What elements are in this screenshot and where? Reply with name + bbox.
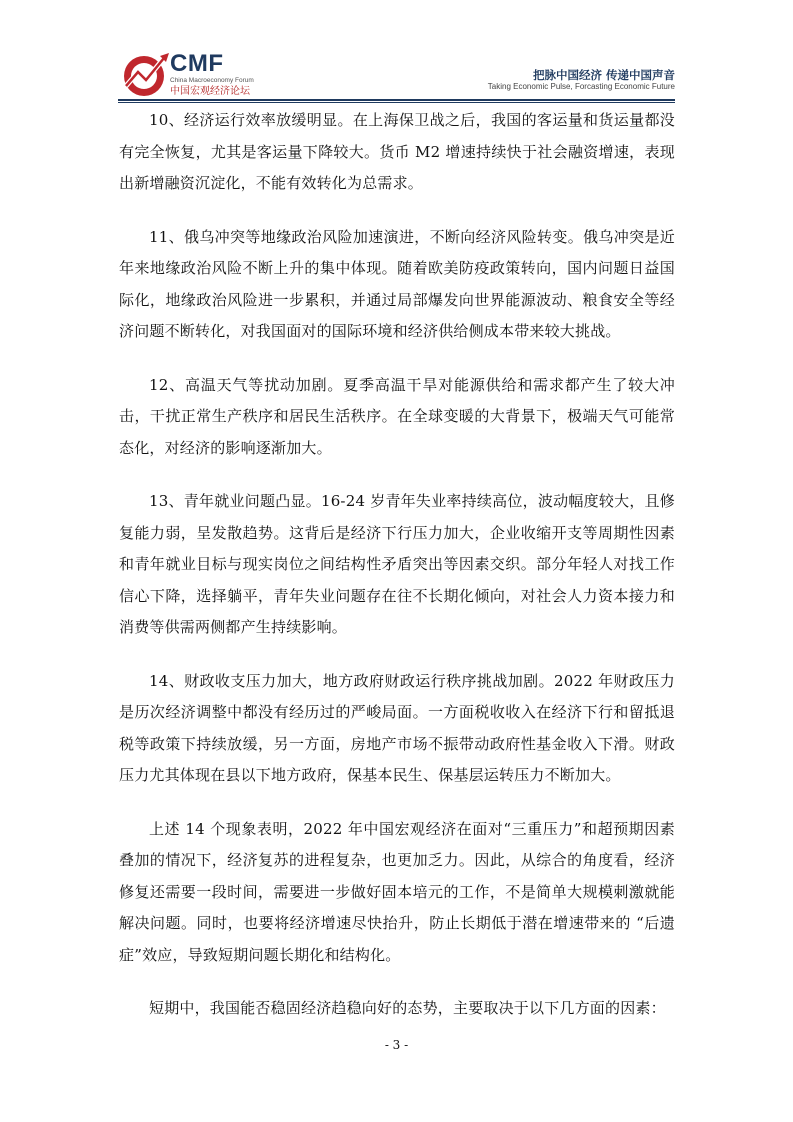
header-divider	[118, 99, 675, 101]
slogan-chinese: 把脉中国经济 传递中国声音	[532, 68, 675, 82]
page-header	[0, 0, 793, 104]
logo-abbreviation: CMF	[170, 50, 224, 77]
paragraph-11: 11、俄乌冲突等地缘政治风险加速演进，不断向经济风险转变。俄乌冲突是近年来地缘政治风险不断上升的集中体现。随着欧美防疫政策转向，国内问题日益国际化，地缘政治风险进一步累积，并通过局部爆发向世界能源波动、粮食安全等经济问题不断转化，对我国面对的国际环境和经济供给侧成本带来较大挑战。	[119, 227, 675, 340]
paragraph-12: 12、高温天气等扰动加剧。夏季高温干旱对能源供给和需求都产生了较大冲击，干扰正常生产秩序和居民生活秩序。在全球变暖的大背景下，极端天气可能常态化，对经济的影响逐渐加大。	[119, 375, 675, 457]
document-body	[119, 105, 675, 1047]
paragraph-summary: 上述 14 个现象表明，2022 年中国宏观经济在面对“三重压力”和超预期因素叠加的情况下，经济复苏的进程复杂，也更加乏力。因此，从综合的角度看，经济修复还需要一段时间，需要进一步做好固本培元的工作，不是简单大规模刺激就能解决问题。同时，也要将经济增速尽快抬升，防止长期低于潜在增速带来的 “后遗症”效应，导致短期问题长期化和结构化。	[119, 819, 675, 964]
header-divider-thin	[118, 102, 675, 103]
logo-english-name: China Macroeconomy Forum	[170, 77, 254, 84]
slogan-english: Taking Economic Pulse, Forcasting Economic Future	[487, 82, 675, 91]
paragraph-14: 14、财政收支压力加大，地方政府财政运行秩序挑战加剧。2022 年财政压力是历次经济调整中都没有经历过的严峻局面。一方面税收收入在经济下行和留抵退税等政策下持续放缓，另一方面，房地产市场不振带动政府性基金收入下滑。财政压力尤其体现在县以下地方政府，保基本民生、保基层运转压力不断加大。	[119, 671, 675, 784]
paragraph-13: 13、青年就业问题凸显。16-24 岁青年失业率持续高位，波动幅度较大，且修复能力弱，呈发散趋势。这背后是经济下行压力加大，企业收缩开支等周期性因素和青年就业目标与现实岗位之间结构性矛盾突出等因素交织。部分年轻人对找工作信心下降，选择躺平，青年失业问题存在往不长期化倾向，对社会人力资本接力和消费等供需两侧都产生持续影响。	[119, 492, 675, 636]
logo-chinese-name: 中国宏观经济论坛	[170, 86, 250, 97]
paragraph-short-term: 短期中，我国能否稳固经济趋稳向好的态势，主要取决于以下几方面的因素：	[149, 999, 666, 1017]
logo-text	[170, 52, 254, 98]
paragraph-10: 10、经济运行效率放缓明显。在上海保卫战之后，我国的客运量和货运量都没有完全恢复，尤其是客运量下降较大。货币 M2 增速持续快于社会融资增速，表现出新增融资沉淀化，不能有效转化为总需求。	[119, 111, 675, 192]
header-slogan	[488, 68, 675, 92]
cmf-logo-icon	[120, 50, 172, 98]
page-number: - 3 -	[384, 1038, 409, 1052]
